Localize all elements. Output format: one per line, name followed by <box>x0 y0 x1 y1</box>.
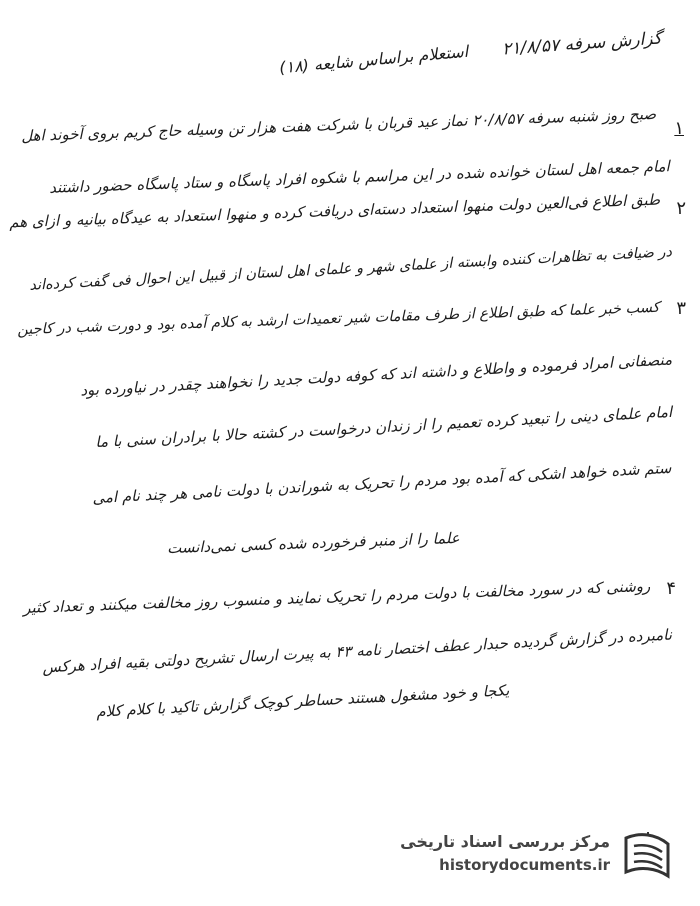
item-4-line-2: نامبرده در گزارش گردیده حبدار عطف اختصار نامه ۴۳ به پیرت ارسال تشریح دولتی بقیه افراد هرکس <box>41 625 673 677</box>
item-number-2: ۲ <box>676 198 686 219</box>
item-number-3: ۳ <box>676 298 686 319</box>
item-4-line-1: روشنی که در سورد مخالفت با دولت مردم را تحریک نمایند و منسوب روز مخالفت میکنند و تعداد کثیر <box>22 577 651 617</box>
archive-website: historydocuments.ir <box>439 856 610 874</box>
item-3-line-1: کسب خبر علما که طبق اطلاع از طرف مقامات شیر تعمیدات ارشد به کلام آمده بود و دورت شب در کاجین <box>17 299 661 339</box>
report-title: گزارش سرفه ۲۱/۸/۵۷ <box>501 28 663 60</box>
archive-watermark <box>380 828 680 886</box>
archive-name: مرکز بررسی اسناد تاریخی <box>400 832 610 851</box>
report-subject: استعلام براساس شایعه (۱۸) <box>278 41 469 78</box>
item-3-line-4: ستم شده خواهد اشکی که آمده بود مردم را تحریک به شوراندن با دولت نامی هر چند نام امی <box>92 458 673 508</box>
item-1-line-2: امام جمعه اهل لستان خوانده شده در این مراسم با شکوه افراد پاسگاه و ستاد پاسگاه حضور داشتند <box>48 157 671 197</box>
item-4-line-3: یکجا و خود مشغول هستند حساطر کوچک گزارش تاکید با کلام کلام <box>96 681 511 721</box>
item-3-line-3: امام علمای دینی را تبعید کرده تعمیم را از زندان درخواست در کشته حالا با برادران سنی با ما <box>94 402 673 452</box>
item-3-line-2: منصفانی امراد فرموده و واطلاع و داشته اند که کوفه دولت جدید را نخواهند چقدر در نیاورده بود <box>79 350 673 400</box>
item-number-1: ۱ <box>674 118 684 139</box>
item-2-line-2: در ضیافت به تظاهرات کننده وابسته از علمای شهر و علمای اهل لستان از قبیل این احوال فی گفت کرده‌اند <box>28 244 672 294</box>
item-2-line-1: طبق اطلاع فی‌العین دولت منهوا استعداد دسته‌ای دریافت کرده و منهوا استعداد به عیدگاه بیانیه و ازای هم <box>8 190 661 232</box>
item-number-4: ۴ <box>666 578 676 599</box>
item-3-line-5: علما را از منبر فرخورده شده کسی نمی‌دانست <box>166 528 461 558</box>
item-1-line-1: صبح روز شنبه سرفه ۲۰/۸/۵۷ نماز عید قربان با شرکت هفت هزار تن وسیله حاج کریم بروی آخوند اهل <box>20 104 657 146</box>
book-scroll-icon <box>618 828 676 886</box>
